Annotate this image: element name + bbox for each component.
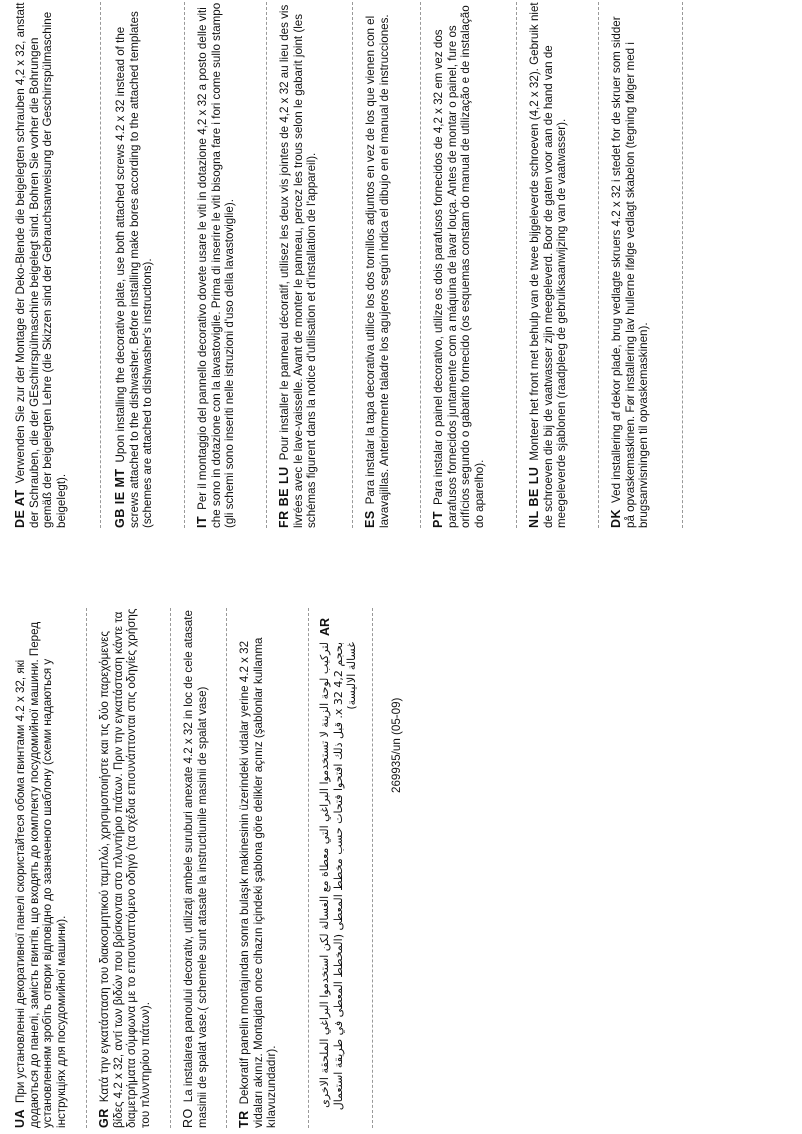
section-fr-be-lu [278,2,319,528]
language-code: PT [431,511,445,528]
section-tr [238,608,279,1128]
instruction-text: Κατά την εγκατάσταση του διακοσμητικού ταμπλώ, χρησιμοποιήστε και τις δύο παρεχόμενες βίδες 4.2 x 32, αντί των βιδών που βρίσκονται στο πλυντήριο πιάτων. Πριν την εγκατάσταση κάντε τα διαμετρήματα σύμφωνα με το επισυναπτόμενο οδηγό (τα σχέδια επισυνάπτονται στις οδηγίες χρήσης του πλυντηρίου πιάτων). [98,608,152,1128]
section-de-at [14,2,68,528]
separator [516,2,517,528]
separator [184,2,185,528]
separator [100,2,101,528]
language-code: AR [318,617,332,636]
separator [170,608,171,1128]
section-nl-be-lu [528,2,569,528]
language-code: NL BE LU [527,466,541,528]
language-code: UA [13,1108,27,1128]
instruction-text: При установленні декоративної панелі скористайтеся обома гвинтами 4.2 х 32, які додаються до панелі, замість гвинтів, що входять до комплекту посудомийної машини. Перед установленням зробіть отвори відповідно до зазначеного шаблону (схеми надаються у інструкціях для посудомийної машини). [14,621,68,1128]
separator [598,2,599,528]
separator [266,2,267,528]
instruction-text: لتركيب لوحة الزينة لا تستخدموا البراغي التي معطاة مع الغسالة لكن استخدموا البراغي الملحقة الاخرى بحجم 4,2 x 32. قبل ذلك افتحوا فتحات حسب مخطط المعطى (المخطط المعطى في طريقة استعمال غسالة الاليسة) [318,642,359,1111]
instruction-text: Upon installing the decorative plate, use both attached screws 4.2 x 32 instead of the screws attached to the dishwasher. Before installing make bores according to the attached templates (schemes are attached to dishwasher's instructions). [114,11,155,528]
section-gb-ie-mt [114,2,155,528]
instruction-text: Para instalar la tapa decorativa utilice los dos tornillos adjuntos en vez de los que vienen con el lavavajillas. Anteriormente taladre los agujeros según indica el dibujo en el manual de instrucciones. [364,14,391,528]
separator [308,608,309,1128]
section-pt [432,2,486,528]
instruction-text: Pour installer le panneau décoratif, utilisez les deux vis jointes de 4,2 x 32 au lieu des vis livrées avec le lave-vaisselle. Avant de monter le panneau, percez les trous selon le gabarit joint (les schémas figurent dans la notice d'utilisation et d'installation de l'appareil). [278,4,319,528]
section-it [196,2,237,528]
language-code: IT [195,515,209,528]
instruction-text: Dekoratif panelin montajından sonra bulaşık makinesinin üzerindeki vidalar yerine 4.2 x 32 vidaları akınız. Montajdan once cihazın içindeki şablona göre delikler açınız (şablonlar kullanma kılavuzundadır). [238,637,279,1128]
separator [226,608,227,1128]
separator [420,2,421,528]
instruction-text: La instalarea panoului decorativ, utilizaţi ambele suruburi anexate 4.2 x 32 in loc de cele atasate masinii de spalat vase.( schemele sunt atasate la instructiunile masinii de spalat vase) [182,610,209,1128]
instruction-text: Para instalar o painel decorativo, utilize os dois parafusos fornecidos de 4,2 x 32 em vez dos parafusos fornecidos juntamente com a máquina de lavar louça. Antes de montar o painel, fure os orifícios segundo o gabarito fornecido (os esquemas constam do manual de utilização e de instalação do aparelho). [432,5,486,528]
separator [682,2,683,528]
section-ro [182,608,209,1128]
separator [86,608,87,1128]
section-es [364,2,391,528]
separator [372,608,373,1128]
language-code: DE AT [13,489,27,528]
instruction-text: Per il montaggio del pannello decorativo dovete usare le viti in dotazione 4,2 x 32 a posto delle viti che sono in dotazione con la lavastoviglie. Prima di inserire le viti bisogna fare i fori come sullo stampo (gli schemi sono inseriti nelle istruzioni d'uso della lavastoviglie). [196,2,237,528]
language-code: DK [609,508,623,528]
right-column [0,2,802,528]
left-column [0,608,802,1128]
language-code: TR [237,1110,251,1128]
language-code: RO [181,1108,195,1128]
instruction-text: Monteer het front met behulp van de twee bijgeleverde schroeven (4,2 x 32). Gebruik niet de schroeven die bij de vaatwasser zijn meegeleverd. Boor de gaten voor aan de hand van de meegeleverde sjablonen (raadpleeg de gebruiksaanwijzing van de vaatwasser). [528,2,569,528]
language-code: GR [97,1108,111,1128]
language-code: FR BE LU [277,466,291,528]
section-ua [14,608,68,1128]
section-gr [98,608,152,1128]
section-ar [318,608,359,1128]
separator [352,2,353,528]
section-dk [610,2,651,528]
instruction-text: Verwenden Sie zur der Montage der Deko-Blende die beigelegten schrauben 4,2 x 32, anstatt der Schrauben, die der GEschirrspülmaschine beigelegt sind. Bohren Sie vorher die Bohrungen gemäß der beigelegten Lehre (die Skizzen sind der Gebrauchsanweisung der Geschirrspülmaschine beigelegt). [14,2,68,528]
instruction-text: Ved installering af dekor plade, brug vedlagte skruers 4.2 x 32 i stedet for de skruer som sidder på opvaskemaskinen. Før installering lav hullerne ifølge vedlagt skabelon (tegning følger med i brugsanvisningen til opvaskemaskinen). [610,16,651,528]
document-number: 269935/un (05-09) [390,697,403,793]
language-code: GB IE MT [113,468,127,528]
language-code: ES [363,510,377,528]
